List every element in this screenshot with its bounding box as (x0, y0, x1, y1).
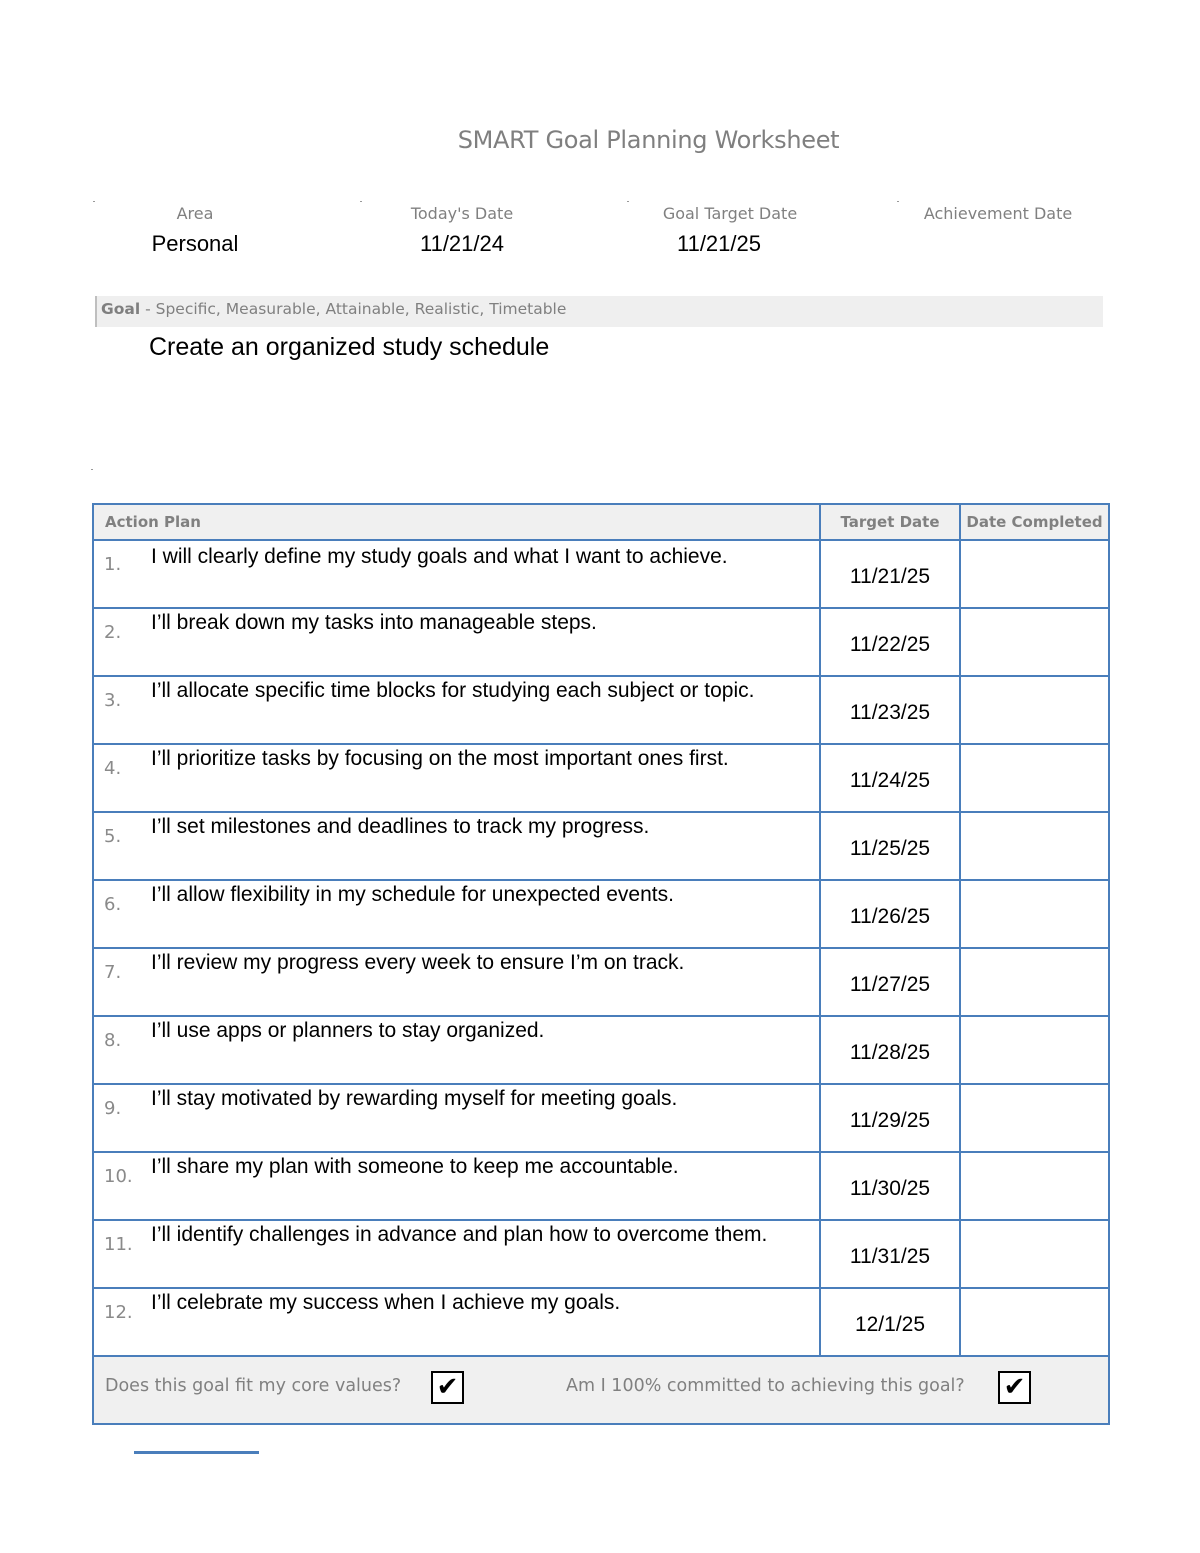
goal-text[interactable]: Create an organized study schedule (149, 333, 550, 361)
commitment-checkbox[interactable]: ✔ (998, 1371, 1031, 1404)
divider-dot (360, 201, 362, 202)
table-row (93, 1220, 1109, 1288)
table-row (93, 1084, 1109, 1152)
goal-target-date-value[interactable]: 11/21/25 (676, 231, 761, 256)
row-number: 5. (104, 826, 122, 847)
action-cell[interactable] (93, 540, 820, 608)
table-row (93, 744, 1109, 812)
date-completed-cell[interactable] (960, 880, 1109, 948)
todays-date-field (362, 203, 562, 259)
row-number: 6. (104, 894, 122, 915)
date-completed-cell[interactable] (960, 1016, 1109, 1084)
row-number: 2. (104, 622, 122, 643)
commitment-question: Am I 100% committed to achieving this goal? (566, 1376, 965, 1396)
area-field (95, 203, 295, 259)
action-text[interactable]: I’ll stay motivated by rewarding myself for meeting goals. (151, 1087, 678, 1110)
row-number: 12. (104, 1302, 133, 1323)
divider-dot (627, 201, 629, 202)
target-date-cell[interactable]: 11/31/25 (820, 1220, 960, 1288)
table-row (93, 1288, 1109, 1356)
target-date-cell[interactable]: 11/26/25 (820, 880, 960, 948)
row-number: 10. (104, 1166, 133, 1187)
divider-dot (93, 201, 95, 202)
row-number: 9. (104, 1098, 122, 1119)
action-plan-rows (93, 540, 1109, 1424)
row-number: 4. (104, 758, 122, 779)
date-completed-cell[interactable] (960, 676, 1109, 744)
target-date-cell[interactable]: 11/24/25 (820, 744, 960, 812)
date-completed-cell[interactable] (960, 1152, 1109, 1220)
table-row (93, 1152, 1109, 1220)
date-completed-cell[interactable] (960, 948, 1109, 1016)
action-text[interactable]: I’ll set milestones and deadlines to track my progress. (151, 815, 650, 838)
row-number: 3. (104, 690, 122, 711)
action-cell[interactable] (93, 1220, 820, 1288)
row-number: 7. (104, 962, 122, 983)
table-row (93, 1016, 1109, 1084)
table-row (93, 812, 1109, 880)
action-text[interactable]: I will clearly define my study goals and what I want to achieve. (151, 545, 728, 568)
target-date-cell[interactable]: 11/21/25 (820, 540, 960, 608)
footer-row (93, 1356, 1109, 1424)
action-cell[interactable] (93, 880, 820, 948)
table-row (93, 540, 1109, 608)
row-number: 1. (104, 554, 122, 575)
action-cell[interactable] (93, 1016, 820, 1084)
action-cell[interactable] (93, 744, 820, 812)
action-text[interactable]: I’ll celebrate my success when I achieve my goals. (151, 1291, 621, 1314)
action-cell[interactable] (93, 676, 820, 744)
date-completed-cell[interactable] (960, 1220, 1109, 1288)
action-cell[interactable] (93, 812, 820, 880)
todays-date-value[interactable]: 11/21/24 (419, 231, 504, 256)
action-text[interactable]: I’ll allocate specific time blocks for studying each subject or topic. (151, 679, 755, 702)
date-completed-cell[interactable] (960, 540, 1109, 608)
table-row (93, 608, 1109, 676)
date-completed-header: Date Completed (960, 504, 1109, 540)
table-header-row (93, 504, 1109, 540)
action-text[interactable]: I’ll identify challenges in advance and plan how to overcome them. (151, 1223, 768, 1246)
action-text[interactable]: I’ll share my plan with someone to keep me accountable. (151, 1155, 679, 1178)
target-date-cell[interactable]: 11/30/25 (820, 1152, 960, 1220)
table-row (93, 676, 1109, 744)
action-text[interactable]: I’ll prioritize tasks by focusing on the most important ones first. (151, 747, 729, 770)
action-text[interactable]: I’ll review my progress every week to ensure I’m on track. (151, 951, 685, 974)
table-row (93, 880, 1109, 948)
todays-date-label: Today's Date (410, 204, 514, 223)
action-cell[interactable] (93, 1288, 820, 1356)
page-title: SMART Goal Planning Worksheet (457, 126, 840, 154)
target-date-header: Target Date (820, 504, 960, 540)
divider-dot (91, 469, 93, 470)
action-text[interactable]: I’ll use apps or planners to stay organized. (151, 1019, 545, 1042)
date-completed-cell[interactable] (960, 744, 1109, 812)
action-text[interactable]: I’ll allow flexibility in my schedule for unexpected events. (151, 883, 674, 906)
date-completed-cell[interactable] (960, 1084, 1109, 1152)
row-number: 11. (104, 1234, 133, 1255)
goal-target-date-field (630, 203, 830, 259)
target-date-cell[interactable]: 11/22/25 (820, 608, 960, 676)
target-date-cell[interactable]: 11/25/25 (820, 812, 960, 880)
achievement-date-value[interactable] (898, 229, 1098, 259)
core-values-checkbox[interactable]: ✔ (431, 1371, 464, 1404)
action-plan-header: Action Plan (93, 504, 820, 540)
core-values-question: Does this goal fit my core values? (105, 1376, 402, 1396)
target-date-cell[interactable]: 11/23/25 (820, 676, 960, 744)
row-number: 8. (104, 1030, 122, 1051)
goal-header (95, 296, 1103, 327)
footnote-separator (134, 1451, 259, 1454)
action-cell[interactable] (93, 948, 820, 1016)
action-cell[interactable] (93, 1084, 820, 1152)
date-completed-cell[interactable] (960, 1288, 1109, 1356)
target-date-cell[interactable]: 11/27/25 (820, 948, 960, 1016)
achievement-date-field (898, 203, 1098, 259)
area-value[interactable]: Personal (151, 231, 239, 256)
target-date-cell[interactable]: 11/29/25 (820, 1084, 960, 1152)
action-plan-table (92, 503, 1110, 1425)
date-completed-cell[interactable] (960, 812, 1109, 880)
action-cell[interactable] (93, 1152, 820, 1220)
commitment-footer (93, 1356, 1109, 1424)
area-label: Area (176, 204, 214, 223)
date-completed-cell[interactable] (960, 608, 1109, 676)
table-row (93, 948, 1109, 1016)
action-cell[interactable] (93, 608, 820, 676)
action-text[interactable]: I’ll break down my tasks into manageable steps. (151, 611, 597, 634)
achievement-date-label: Achievement Date (923, 204, 1073, 223)
goal-target-date-label: Goal Target Date (662, 204, 798, 223)
target-date-cell[interactable]: 11/28/25 (820, 1016, 960, 1084)
goal-label: Goal (101, 300, 141, 318)
divider-dot (897, 201, 899, 202)
goal-hint: - Specific, Measurable, Attainable, Realistic, Timetable (140, 300, 567, 318)
target-date-cell[interactable]: 12/1/25 (820, 1288, 960, 1356)
